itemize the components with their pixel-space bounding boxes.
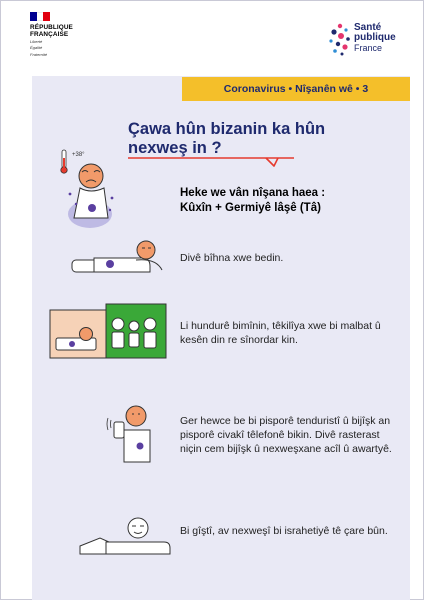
symptoms-line-2: Kûxîn + Germiyê lâşê (Tâ)	[180, 202, 321, 214]
page-title: Çawa hûn bizanin ka hûn nexweş in ?	[128, 120, 326, 157]
step-2-text: Li hundurê bimînin, têkilîya xwe bi malbat û kesên din re sînordar kin.	[180, 320, 381, 346]
symptoms-heading	[180, 186, 400, 216]
republique-francaise-logo	[30, 12, 90, 57]
recovery-rest-icon	[78, 512, 174, 556]
section-banner: Coronavirus • Nîşanên wê • 3	[182, 77, 410, 101]
rest-in-bed-icon	[70, 236, 165, 278]
spf-line-1: Santé	[354, 22, 382, 33]
spf-line-2: publique	[354, 32, 396, 43]
fever-person-icon	[52, 148, 132, 228]
rf-motto-1: Liberté	[30, 39, 43, 44]
rf-motto-3: Fraternité	[30, 51, 48, 57]
stay-home-icon	[48, 300, 168, 362]
french-flag-icon	[30, 12, 50, 21]
rf-line-2: FRANÇAISE	[30, 31, 69, 38]
rf-line-1: RÉPUBLIQUE	[30, 24, 73, 31]
step-3-text: Ger hewce be bi pisporê tenduristî û bijîşk an pisporê civakî têlefonê bikin. Divê rasterast niçin cem bijîşk û nexweşxane acîl û awartyê.	[180, 415, 392, 455]
sante-publique-dots-icon	[326, 22, 356, 62]
title-underline	[126, 152, 296, 168]
symptoms-line-1: Heke we vân nîşana haea :	[180, 187, 326, 199]
step-1-text: Divê bîhna xwe bedin.	[180, 252, 284, 264]
sante-publique-logo	[354, 23, 396, 53]
phone-call-icon	[106, 402, 156, 466]
rf-motto-2: Égalité	[30, 45, 43, 51]
fever-temperature-label: +38°	[72, 152, 85, 158]
spf-line-3: France	[354, 43, 383, 53]
step-4-text: Bi gîştî, av nexweşî bi israhetiyê tê çare bûn.	[180, 525, 388, 537]
